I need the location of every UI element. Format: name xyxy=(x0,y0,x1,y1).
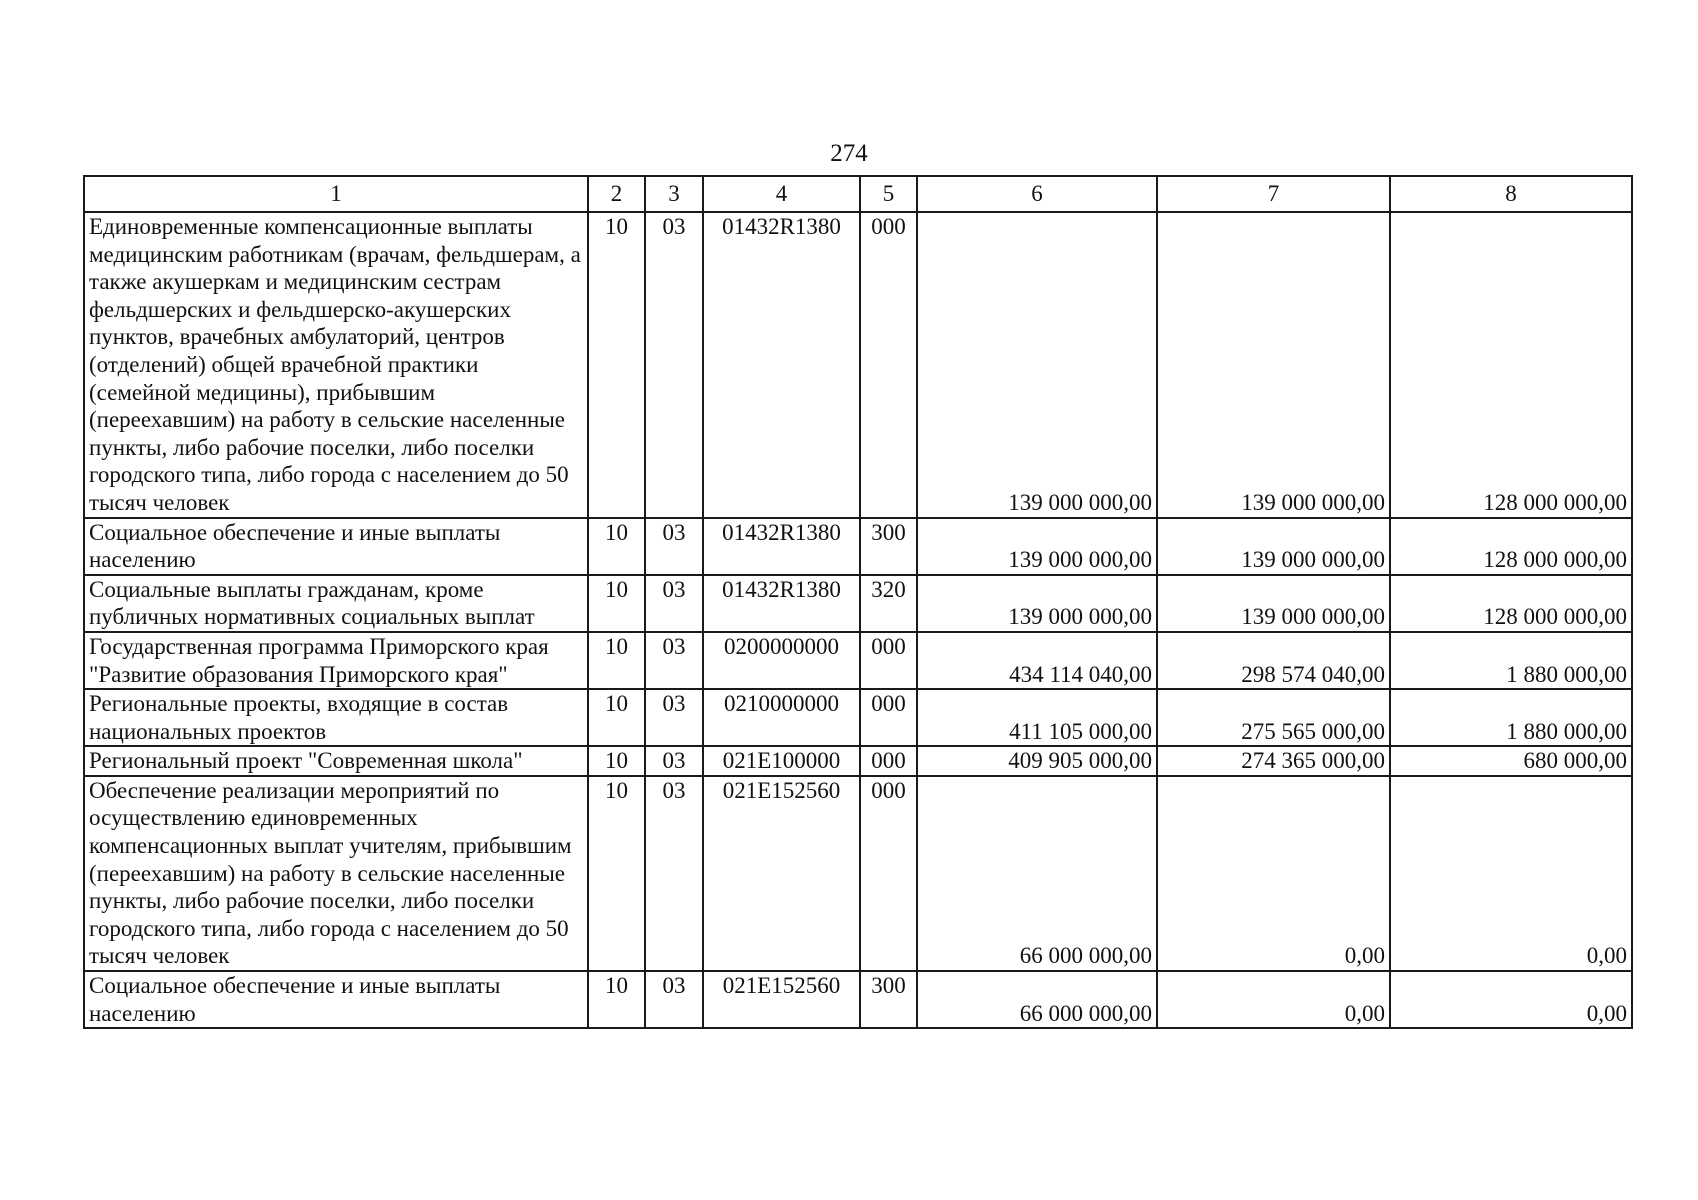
amount-col6-cell: 139 000 000,00 xyxy=(917,212,1157,518)
amount-col8-cell: 0,00 xyxy=(1390,971,1632,1028)
expense-name-cell: Единовременные компенсационные выплаты медицинским работникам (врачам, фельдшерам, а также акушеркам и медицинским сестрам фельдшерских и фельдшерско-акушерских пунктов, врачебных амбулаторий, центров (отделений) общей врачебной практики (семейной медицины), прибывшим (переехавшим) на работу в сельские населенные пункты, либо рабочие поселки, либо поселки городского типа, либо города с населением до 50 тысяч человек xyxy=(84,212,588,518)
target-article-cell: 021E152560 xyxy=(703,971,860,1028)
table-row xyxy=(84,689,1632,746)
expense-type-cell: 300 xyxy=(860,518,917,575)
table-row xyxy=(84,518,1632,575)
expense-type-cell: 000 xyxy=(860,212,917,518)
subsection-code-cell: 03 xyxy=(645,632,703,689)
target-article-cell: 021E100000 xyxy=(703,746,860,776)
column-header: 1 xyxy=(84,176,588,212)
amount-col8-cell: 0,00 xyxy=(1390,776,1632,971)
amount-col7-cell: 0,00 xyxy=(1157,776,1390,971)
amount-col8-cell: 1 880 000,00 xyxy=(1390,632,1632,689)
column-header: 4 xyxy=(703,176,860,212)
column-header: 8 xyxy=(1390,176,1632,212)
section-code-cell: 10 xyxy=(588,518,645,575)
target-article-cell: 021E152560 xyxy=(703,776,860,971)
amount-col7-cell: 298 574 040,00 xyxy=(1157,632,1390,689)
expense-type-cell: 000 xyxy=(860,632,917,689)
section-code-cell: 10 xyxy=(588,776,645,971)
expense-type-cell: 000 xyxy=(860,746,917,776)
amount-col7-cell: 275 565 000,00 xyxy=(1157,689,1390,746)
expense-name-cell: Социальные выплаты гражданам, кроме публичных нормативных социальных выплат xyxy=(84,575,588,632)
section-code-cell: 10 xyxy=(588,689,645,746)
column-header: 2 xyxy=(588,176,645,212)
target-article-cell: 0210000000 xyxy=(703,689,860,746)
expense-name-cell: Обеспечение реализации мероприятий по осуществлению единовременных компенсационных выплат учителям, прибывшим (переехавшим) на работу в сельские населенные пункты, либо рабочие поселки, либо поселки городского типа, либо города с населением до 50 тысяч человек xyxy=(84,776,588,971)
amount-col8-cell: 680 000,00 xyxy=(1390,746,1632,776)
amount-col6-cell: 139 000 000,00 xyxy=(917,518,1157,575)
subsection-code-cell: 03 xyxy=(645,776,703,971)
table-row xyxy=(84,632,1632,689)
expense-type-cell: 300 xyxy=(860,971,917,1028)
amount-col6-cell: 409 905 000,00 xyxy=(917,746,1157,776)
expense-name-cell: Региональные проекты, входящие в состав национальных проектов xyxy=(84,689,588,746)
section-code-cell: 10 xyxy=(588,632,645,689)
amount-col6-cell: 139 000 000,00 xyxy=(917,575,1157,632)
subsection-code-cell: 03 xyxy=(645,518,703,575)
target-article-cell: 01432R1380 xyxy=(703,518,860,575)
table-row xyxy=(84,776,1632,971)
section-code-cell: 10 xyxy=(588,971,645,1028)
amount-col7-cell: 139 000 000,00 xyxy=(1157,518,1390,575)
amount-col8-cell: 128 000 000,00 xyxy=(1390,575,1632,632)
amount-col8-cell: 128 000 000,00 xyxy=(1390,212,1632,518)
column-header: 3 xyxy=(645,176,703,212)
section-code-cell: 10 xyxy=(588,575,645,632)
expense-name-cell: Государственная программа Приморского края "Развитие образования Приморского края" xyxy=(84,632,588,689)
amount-col6-cell: 66 000 000,00 xyxy=(917,776,1157,971)
expense-type-cell: 320 xyxy=(860,575,917,632)
column-header: 5 xyxy=(860,176,917,212)
expense-name-cell: Социальное обеспечение и иные выплаты населению xyxy=(84,518,588,575)
subsection-code-cell: 03 xyxy=(645,971,703,1028)
amount-col7-cell: 0,00 xyxy=(1157,971,1390,1028)
amount-col8-cell: 1 880 000,00 xyxy=(1390,689,1632,746)
section-code-cell: 10 xyxy=(588,746,645,776)
subsection-code-cell: 03 xyxy=(645,746,703,776)
amount-col7-cell: 274 365 000,00 xyxy=(1157,746,1390,776)
amount-col6-cell: 434 114 040,00 xyxy=(917,632,1157,689)
amount-col7-cell: 139 000 000,00 xyxy=(1157,575,1390,632)
expense-name-cell: Региональный проект "Современная школа" xyxy=(84,746,588,776)
target-article-cell: 0200000000 xyxy=(703,632,860,689)
target-article-cell: 01432R1380 xyxy=(703,575,860,632)
expense-type-cell: 000 xyxy=(860,776,917,971)
column-header: 6 xyxy=(917,176,1157,212)
subsection-code-cell: 03 xyxy=(645,212,703,518)
amount-col6-cell: 66 000 000,00 xyxy=(917,971,1157,1028)
table-row xyxy=(84,746,1632,776)
subsection-code-cell: 03 xyxy=(645,689,703,746)
budget-table xyxy=(83,175,1633,1029)
target-article-cell: 01432R1380 xyxy=(703,212,860,518)
column-number-row xyxy=(84,176,1632,212)
subsection-code-cell: 03 xyxy=(645,575,703,632)
table-row xyxy=(84,971,1632,1028)
amount-col8-cell: 128 000 000,00 xyxy=(1390,518,1632,575)
table-row xyxy=(84,575,1632,632)
page-number: 274 xyxy=(830,140,868,167)
column-header: 7 xyxy=(1157,176,1390,212)
amount-col7-cell: 139 000 000,00 xyxy=(1157,212,1390,518)
section-code-cell: 10 xyxy=(588,212,645,518)
expense-type-cell: 000 xyxy=(860,689,917,746)
amount-col6-cell: 411 105 000,00 xyxy=(917,689,1157,746)
table-row xyxy=(84,212,1632,518)
expense-name-cell: Социальное обеспечение и иные выплаты населению xyxy=(84,971,588,1028)
